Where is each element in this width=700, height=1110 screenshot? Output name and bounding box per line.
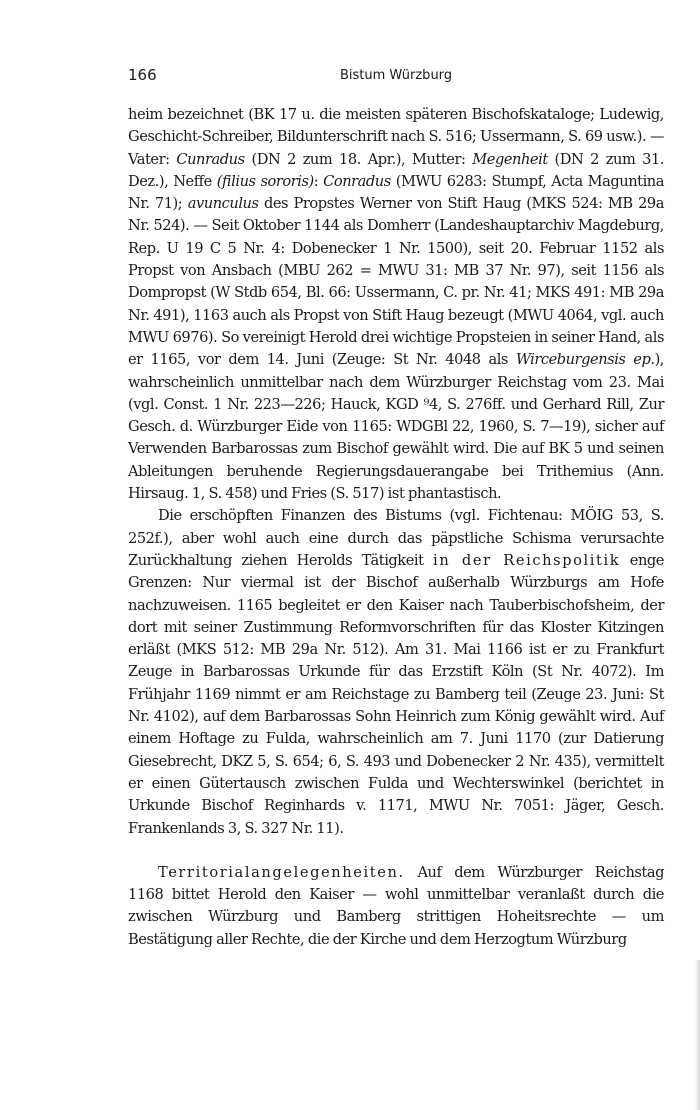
text-run: Die erschöpften Finanzen des Bistums (vgl. Fichtenau: MÖIG 53, S. 252f.), aber wohl auch eine durch das päpstliche Schisma verursachte Zurückhaltung ziehen Herolds Tätigkeit xyxy=(128,507,664,569)
text-run: heim bezeichnet (BK 17 u. die meisten späteren Bischofskataloge; Ludewig, Geschicht-Schreiber, Bildunterschrift nach S. 516; Ussermann, S. 69 usw.). — Vater: xyxy=(128,106,664,168)
text-run: : xyxy=(313,172,324,190)
paragraph-reichspolitik xyxy=(128,505,664,839)
paragraph-biography xyxy=(128,104,664,505)
text-run: (DN 2 zum 31. Dez.), Neffe xyxy=(128,150,664,190)
text-run: des Propstes Werner von Stift Haug (MKS 524: MB 29a Nr. 524). — Seit Oktober 1144 als Domherr (Landeshauptarchiv Magdeburg, Rep. U 19 C 5 Nr. 4: Dobenecker 1 Nr. 1500), seit 20. Februar 1152 als Propst von Ansbach (MBU 262 = MWU 31: MB 37 Nr. 97), seit 1156 als Dompropst (W Stdb 654, Bl. 66: Ussermann, C. pr. Nr. 41; MKS 491: MB 29a Nr. 491), 1163 auch als Propst von Stift Haug bezeugt (MWU 4064, vgl. auch MWU 6976). So vereinigt Herold drei wichtige Propsteien in seiner Hand, als er 1165, vor dem 14. Juni (Zeuge: St Nr. 4048 als xyxy=(128,195,664,369)
paragraph-territorial xyxy=(128,862,664,951)
italic-term: (filius sororis) xyxy=(216,172,314,190)
text-run: (DN 2 zum 18. Apr.), Mutter: xyxy=(244,150,473,168)
text-run: (MWU 6283: Stumpf, Acta Maguntina Nr. 71); xyxy=(128,172,664,213)
running-head: Bistum Würzburg xyxy=(339,68,453,83)
italic-term: avunculus xyxy=(187,195,259,213)
page-header xyxy=(128,66,664,90)
spaced-emphasis: in der Reichspolitik xyxy=(433,551,621,569)
page-number: 166 xyxy=(128,66,157,84)
italic-name: Megenheit xyxy=(472,150,548,168)
italic-name: Cunradus xyxy=(176,150,245,168)
italic-name: Conradus xyxy=(323,172,391,190)
text-run: ), wahrscheinlich unmittelbar nach dem Würzburger Reichstag vom 23. Mai (vgl. Const. 1 Nr. 223—226; Hauck, KGD ⁹4, S. 276ff. und Gerhard Rill, Zur Gesch. d. Würzburger Eide von 1165: WDGBl 22, 1960, S. 7—19), sicher auf Verwenden Barbarossas zum Bischof gewählt wird. Die auf BK 5 und seinen Ableitungen beruhende Regierungsdauerangabe bei Trithemius (Ann. Hirsaug. 1, S. 458) und Fries (S. 517) ist phantastisch. xyxy=(128,351,664,503)
text-run: enge Grenzen: Nur viermal ist der Bischof außerhalb Würzburgs am Hofe nachzuweisen. 1165 begleitet er den Kaiser nach Tauberbischofsheim, der dort mit seiner Zustimmung Reformvorschriften für das Kloster Kitzingen erläßt (MKS 512: MB 29a Nr. 512). Am 31. Mai 1166 ist er zu Frankfurt Zeuge in Barbarossas Urkunde für das Erzstift Köln (St Nr. 4072). Im Frühjahr 1169 nimmt er am Reichstage zu Bamberg teil (Zeuge 23. Juni: St Nr. 4102), auf dem Barbarossas Sohn Heinrich zum König gewählt wird. Auf einem Hoftage zu Fulda, wahrscheinlich am 7. Juni 1170 (zur Datierung Giesebrecht, DKZ 5, S. 654; 6, S. 493 und Dobenecker 2 Nr. 435), vermittelt er einen Gütertausch zwischen Fulda und Wechterswinkel (berichtet in Urkunde Bischof Reginhards v. 1171, MWU Nr. 7051: Jäger, Gesch. Frankenlands 3, S. 327 Nr. 11). xyxy=(128,551,664,837)
page-edge-shadow xyxy=(695,960,700,1110)
body-text xyxy=(128,104,664,951)
section-heading-spaced: Territorialangelegenheiten. xyxy=(158,863,405,881)
text-run: Auf dem Würzburger Reichstag 1168 bittet Herold den Kaiser — wohl unmittelbar veranlaßt durch die zwischen Würzburg und Bamberg strittigen Hoheitsrechte — um Bestätigung aller Rechte, die der Kirche und dem Herzogtum Würzburg xyxy=(128,863,664,948)
italic-term: Wirceburgensis ep. xyxy=(515,351,655,369)
